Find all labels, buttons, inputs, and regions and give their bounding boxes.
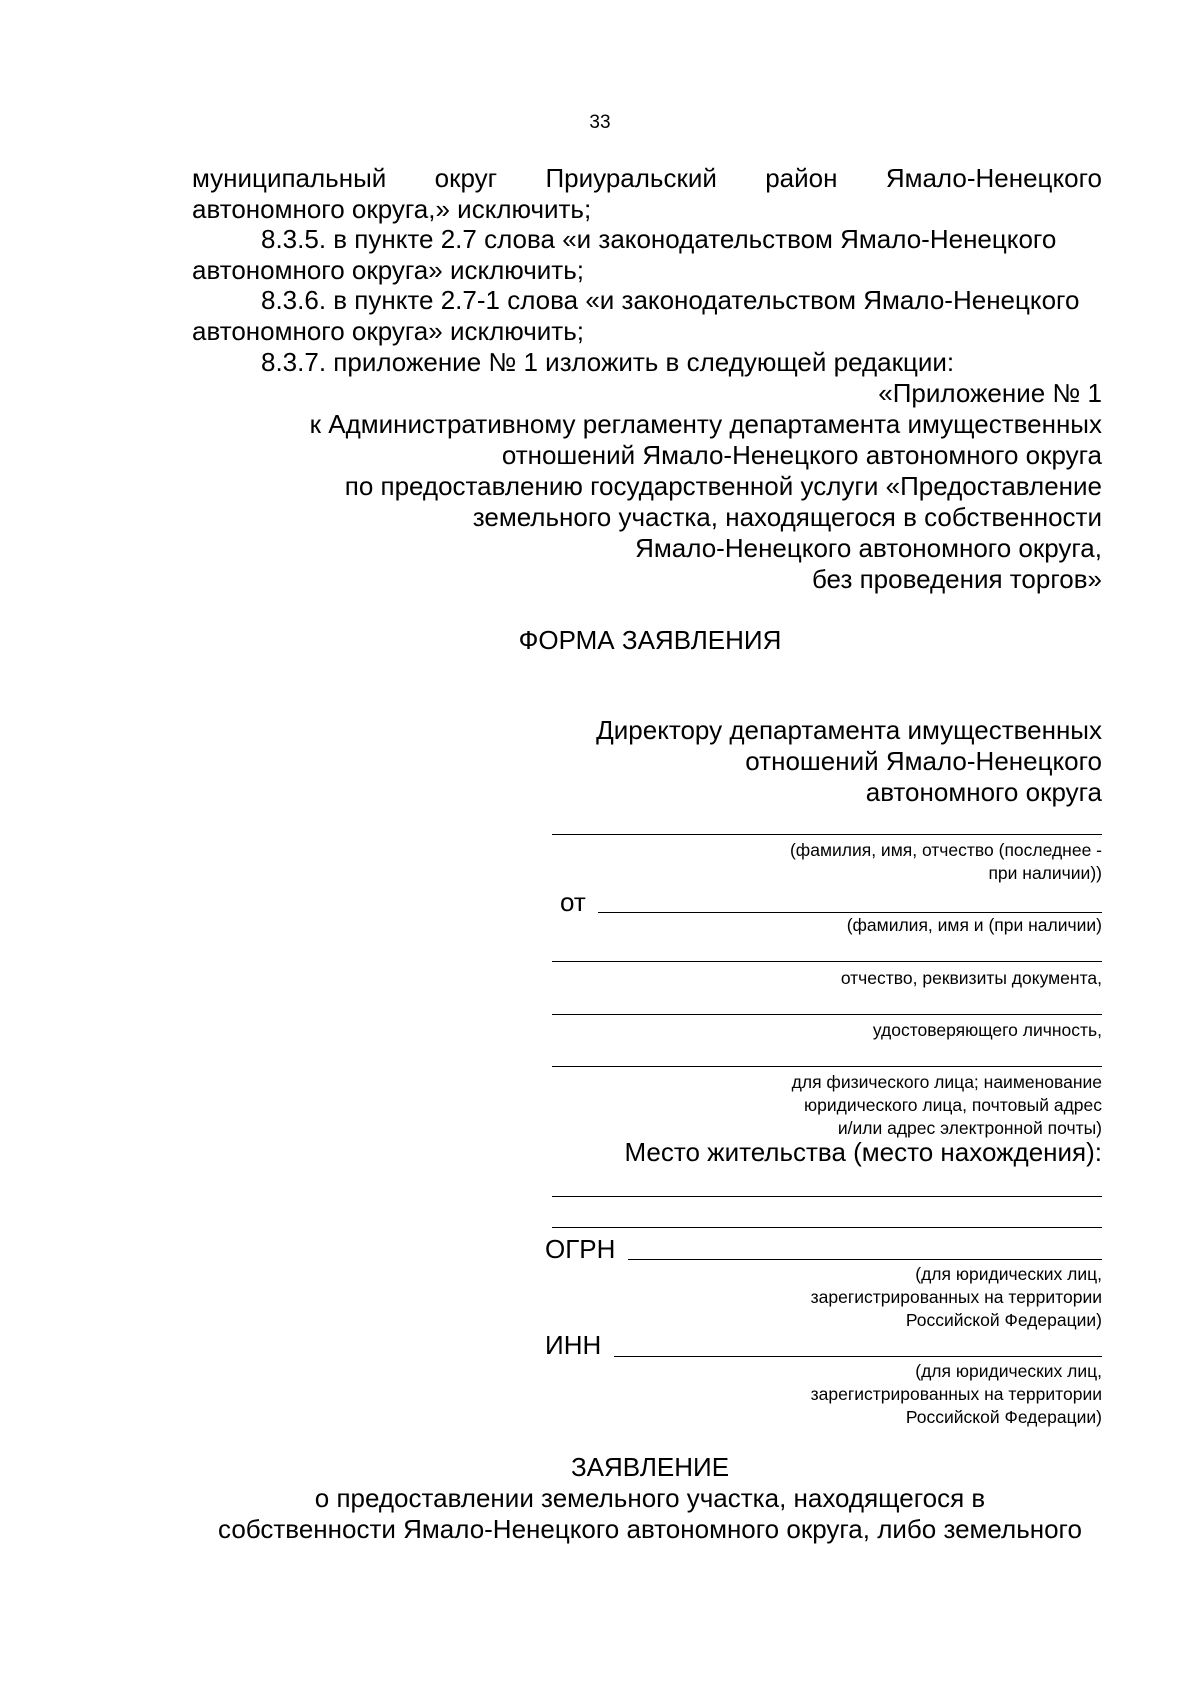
field-hint: (фамилия, имя, отчество (последнее - <box>789 840 1102 860</box>
page-number: 33 <box>589 112 611 133</box>
statement-title: ЗАЯВЛЕНИЕ <box>570 1452 730 1482</box>
field-hint: Российской Федерации) <box>905 1407 1102 1427</box>
ogrn-blank-line[interactable] <box>628 1259 1102 1260</box>
form-title: ФОРМА ЗАЯВЛЕНИЯ <box>518 625 782 655</box>
residence-blank-line[interactable] <box>552 1196 1102 1197</box>
intro-word: район <box>765 163 838 193</box>
appendix-line: земельного участка, находящегося в собственности <box>472 502 1102 532</box>
field-hint: удостоверяющего личность, <box>872 1020 1102 1040</box>
blank-line[interactable] <box>552 1014 1102 1015</box>
statement-line-1: о предоставлении земельного участка, находящегося в <box>314 1483 986 1513</box>
appendix-line: без проведения торгов» <box>811 564 1102 594</box>
item-8-3-7: 8.3.7. приложение № 1 изложить в следующей редакции: <box>261 347 955 377</box>
field-hint: при наличии)) <box>988 863 1102 883</box>
intro-line-2: автономного округа,» исключить; <box>192 194 592 224</box>
field-hint: для физического лица; наименование <box>791 1072 1102 1092</box>
intro-word: Ямало-Ненецкого <box>885 163 1102 193</box>
appendix-line: отношений Ямало-Ненецкого автономного округа <box>501 440 1102 470</box>
appendix-line: Ямало-Ненецкого автономного округа, <box>635 533 1102 563</box>
blank-line[interactable] <box>552 834 1102 835</box>
item-8-3-5-line-1: 8.3.5. в пункте 2.7 слова «и законодательством Ямало-Ненецкого <box>261 224 1057 254</box>
addressee-line: автономного округа <box>865 777 1102 807</box>
blank-line[interactable] <box>552 1066 1102 1067</box>
field-hint: зарегистрированных на территории <box>810 1384 1102 1404</box>
item-8-3-5-line-2: автономного округа» исключить; <box>192 255 584 285</box>
field-hint: юридического лица, почтовый адрес <box>803 1095 1102 1115</box>
addressee-line: отношений Ямало-Ненецкого <box>745 746 1102 776</box>
appendix-line: «Приложение № 1 <box>878 378 1102 408</box>
intro-word: округ <box>434 163 498 193</box>
from-blank-line[interactable] <box>598 912 1102 913</box>
field-hint: зарегистрированных на территории <box>810 1287 1102 1307</box>
field-hint: (для юридических лиц, <box>915 1264 1102 1284</box>
field-hint: (фамилия, имя и (при наличии) <box>846 915 1102 935</box>
intro-word: муниципальный <box>192 163 387 193</box>
item-8-3-6-line-1: 8.3.6. в пункте 2.7-1 слова «и законодательством Ямало-Ненецкого <box>261 285 1080 315</box>
from-label: от <box>560 887 586 917</box>
inn-blank-line[interactable] <box>614 1356 1102 1357</box>
appendix-line: к Административному регламенту департамента имущественных <box>309 409 1102 439</box>
field-hint: и/или адрес электронной почты) <box>837 1118 1102 1138</box>
appendix-line: по предоставлению государственной услуги «Предоставление <box>344 471 1102 501</box>
field-hint: отчество, реквизиты документа, <box>840 968 1102 988</box>
ogrn-label: ОГРН <box>545 1234 616 1264</box>
statement-line-2: собственности Ямало-Ненецкого автономного округа, либо земельного <box>218 1514 1082 1544</box>
item-8-3-6-line-2: автономного округа» исключить; <box>192 316 584 346</box>
blank-line[interactable] <box>552 961 1102 962</box>
field-hint: (для юридических лиц, <box>915 1361 1102 1381</box>
intro-line-1 <box>192 163 1102 194</box>
residence-label: Место жительства (место нахождения): <box>624 1137 1102 1167</box>
field-hint: Российской Федерации) <box>905 1310 1102 1330</box>
intro-word: Приуральский <box>545 163 717 193</box>
residence-blank-line[interactable] <box>552 1227 1102 1228</box>
inn-label: ИНН <box>545 1330 602 1360</box>
addressee-line: Директору департамента имущественных <box>596 715 1102 745</box>
